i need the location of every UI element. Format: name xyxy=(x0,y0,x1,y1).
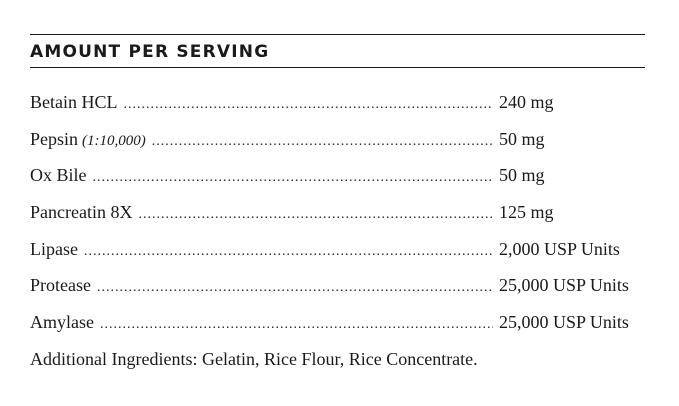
supplement-facts-panel xyxy=(30,34,645,378)
ingredient-amount: 25,000 USP Units xyxy=(499,312,629,333)
ingredient-name: Betain HCL xyxy=(30,92,118,112)
section-heading: AMOUNT PER SERVING xyxy=(30,42,270,62)
ingredient-amount: 240 mg xyxy=(499,92,554,112)
ingredient-amount: 2,000 USP Units xyxy=(499,238,620,259)
ingredient-name: Pancreatin 8X xyxy=(30,202,133,223)
ingredient-name: Amylase xyxy=(30,312,94,333)
ingredient-name: Protease xyxy=(30,275,91,296)
dot-leader xyxy=(152,124,493,161)
dot-leader xyxy=(84,234,493,271)
ingredient-name: Ox Bile xyxy=(30,165,87,186)
ingredient-amount: 125 mg xyxy=(499,202,554,223)
dot-leader xyxy=(100,307,493,344)
dot-leader xyxy=(138,197,493,234)
ingredient-row-betain-hcl xyxy=(30,84,645,121)
dot-leader xyxy=(124,87,494,124)
additional-ingredients: Additional Ingredients: Gelatin, Rice Flour, Rice Concentrate. xyxy=(30,348,478,369)
ingredient-list xyxy=(30,84,645,378)
ingredient-row-lipase xyxy=(30,231,645,268)
heading-rule xyxy=(30,67,645,68)
ingredient-name: Lipase xyxy=(30,238,78,259)
ingredient-note: (1:10,000) xyxy=(82,132,146,149)
ingredient-row-pancreatin xyxy=(30,194,645,231)
dot-leader xyxy=(97,270,493,307)
ingredient-amount: 50 mg xyxy=(499,128,545,149)
ingredient-name: Pepsin xyxy=(30,128,79,149)
ingredient-row-pepsin xyxy=(30,121,645,158)
ingredient-row-amylase xyxy=(30,304,645,341)
ingredient-amount: 50 mg xyxy=(499,165,545,186)
ingredient-amount: 25,000 USP Units xyxy=(499,275,629,296)
ingredient-row-protease xyxy=(30,267,645,304)
ingredient-row-ox-bile xyxy=(30,157,645,194)
dot-leader xyxy=(93,160,494,197)
